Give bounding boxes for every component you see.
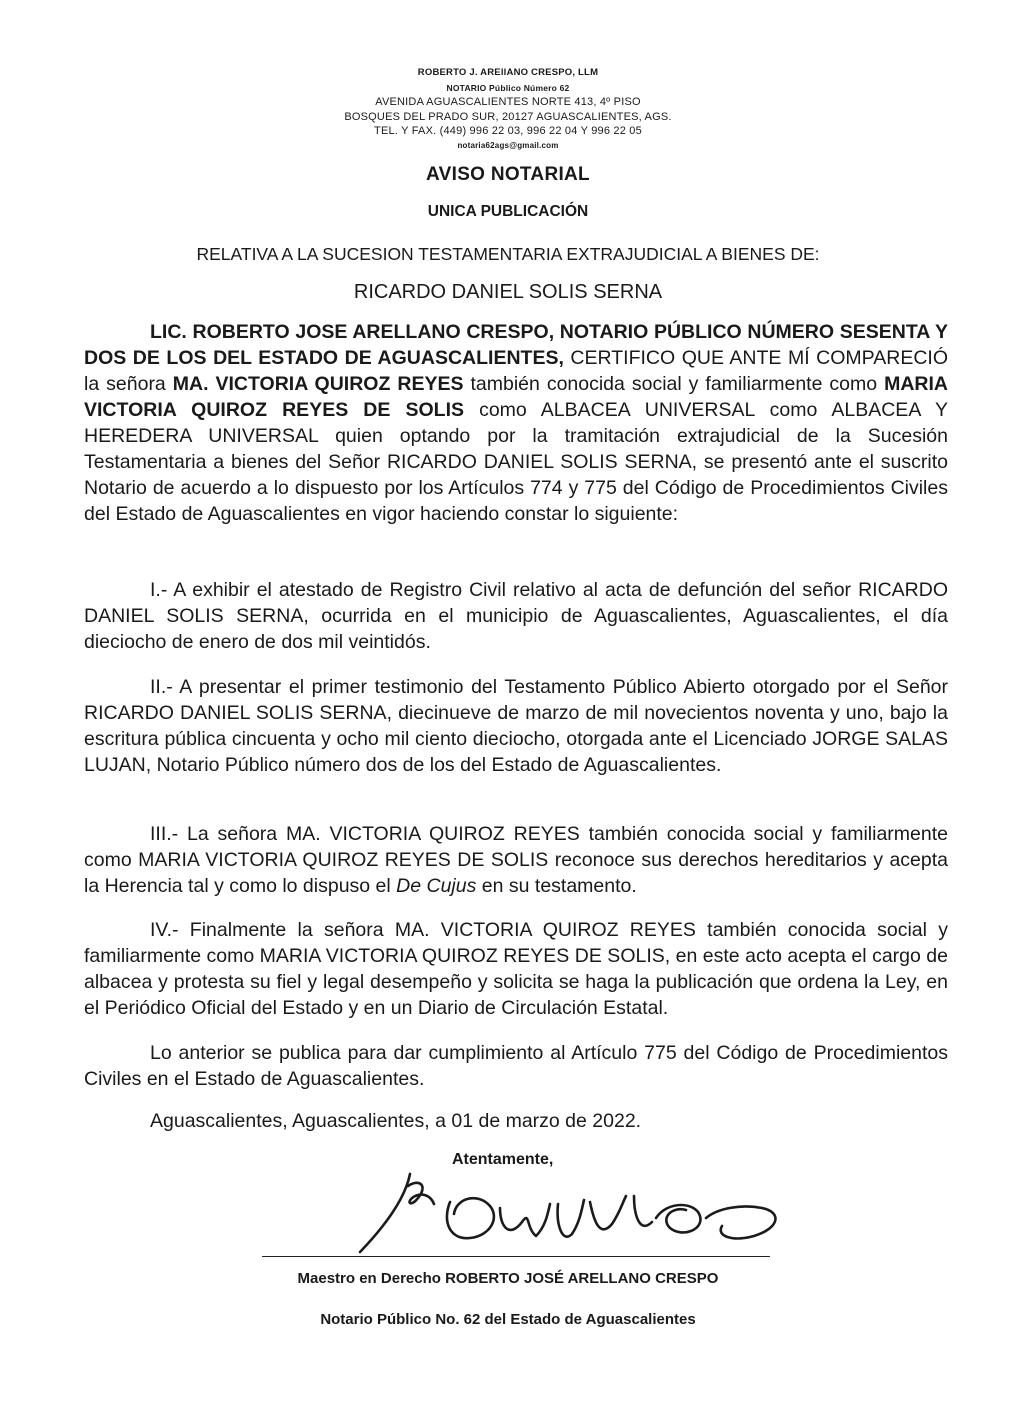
letterhead-phone: TEL. Y FAX. (449) 996 22 03, 996 22 04 Y 996 22 05 — [374, 125, 642, 137]
signature-line — [262, 1256, 770, 1257]
intro-text-3: como ALBACEA UNIVERSAL como ALBACEA Y HEREDERA UNIVERSAL quien optando por la tramitación extrajudicial de la Sucesión Testamentaria a bienes del Señor RICARDO DANIEL SOLIS SERNA, se presentó ante el suscrito Notario de acuerdo a lo dispuesto por los Artículos 774 y 775 del Código de Procedimientos Civiles del Estado de Aguascalientes en vigor haciendo constar lo siguiente: — [84, 399, 948, 525]
letterhead-name: ROBERTO J. AREllANO CRESPO, LLM — [417, 67, 599, 78]
de-cujus-italic: De Cujus — [396, 875, 477, 897]
item-3-text: III.- La señora MA. VICTORIA QUIROZ REYES también conocida social y familiarmente como MARIA VICTORIA QUIROZ REYES DE SOLIS reconoce sus derechos hereditarios y acepta la Herencia tal y como lo dispuso el — [84, 823, 948, 897]
item-paragraph-1 — [84, 577, 948, 655]
signer-role: Notario Público No. 62 del Estado de Aguascalientes — [320, 1311, 696, 1328]
item-paragraph-3 — [84, 821, 948, 899]
letterhead-address-line-1: AVENIDA AGUASCALIENTES NORTE 413, 4º PISO — [375, 96, 641, 108]
item-paragraph-4 — [84, 917, 948, 1021]
publication-subtitle: UNICA PUBLICACIÓN — [427, 203, 589, 220]
item-2-text: II.- A presentar el primer testimonio del Testamento Público Abierto otorgado por el Señor RICARDO DANIEL SOLIS SERNA, diecinueve de marzo de mil novecientos noventa y uno, bajo la escritura pública cincuenta y ocho mil ciento dieciocho, otorgada ante el Licenciado JORGE SALAS LUJAN, Notario Público número dos de los del Estado de Aguascalientes. — [84, 676, 948, 776]
notary-name-bold: LIC. ROBERTO JOSE ARELLANO CRESPO, NOTARIO PÚBLICO NÚMERO SESENTA Y DOS DE LOS DEL ESTADO DE AGUASCALIENTES, — [84, 321, 948, 369]
letterhead-email: notaria62ags@gmail.com — [457, 140, 559, 150]
item-1-text: I.- A exhibir el atestado de Registro Civil relativo al acta de defunción del señor RICARDO DANIEL SOLIS SERNA, ocurrida en el municipio de Aguascalientes, Aguascalientes, el día dieciocho de enero de dos mil veintidós. — [84, 579, 948, 653]
letterhead — [0, 66, 1016, 153]
item-3-text-end: en su testamento. — [476, 875, 637, 897]
succession-heading: RELATIVA A LA SUCESION TESTAMENTARIA EXTRAJUDICIAL A BIENES DE: — [196, 244, 820, 264]
intro-paragraph — [84, 319, 948, 527]
letterhead-notario: NOTARIO Público Número 62 — [446, 82, 570, 93]
signer-name: Maestro en Derecho ROBERTO JOSÉ ARELLANO CRESPO — [297, 1270, 719, 1287]
heir-alias-bold: MARIA VICTORIA QUIROZ REYES DE SOLIS — [84, 373, 949, 421]
heir-name-bold: MA. VICTORIA QUIROZ REYES — [172, 373, 464, 395]
item-4-text: IV.- Finalmente la señora MA. VICTORIA QUIROZ REYES también conocida social y familiarmente como MARIA VICTORIA QUIROZ REYES DE SOLIS, en este acto acepta el cargo de albacea y protesta su fiel y legal desempeño y solicita se haga la publicación que ordena la Ley, en el Periódico Oficial del Estado y en un Diario de Circulación Estatal. — [84, 919, 948, 1019]
letterhead-address-line-2: BOSQUES DEL PRADO SUR, 20127 AGUASCALIENTES, AGS. — [344, 110, 672, 123]
deceased-name: RICARDO DANIEL SOLIS SERNA — [353, 281, 663, 303]
intro-text-1: CERTIFICO QUE ANTE MÍ COMPARECIÓ la señora — [84, 347, 948, 395]
item-paragraph-2 — [84, 674, 948, 778]
page-title: AVISO NOTARIAL — [426, 164, 590, 185]
intro-text-2: también conocida social y familiarmente como — [463, 373, 885, 395]
closing-paragraph — [84, 1040, 948, 1092]
date-line: Aguascalientes, Aguascalientes, a 01 de marzo de 2022. — [150, 1110, 642, 1132]
atentamente-label: Atentamente, — [452, 1151, 554, 1168]
closing-text: Lo anterior se publica para dar cumplimiento al Artículo 775 del Código de Procedimientos Civiles en el Estado de Aguascalientes. — [84, 1042, 948, 1090]
handwritten-signature — [350, 1164, 790, 1264]
